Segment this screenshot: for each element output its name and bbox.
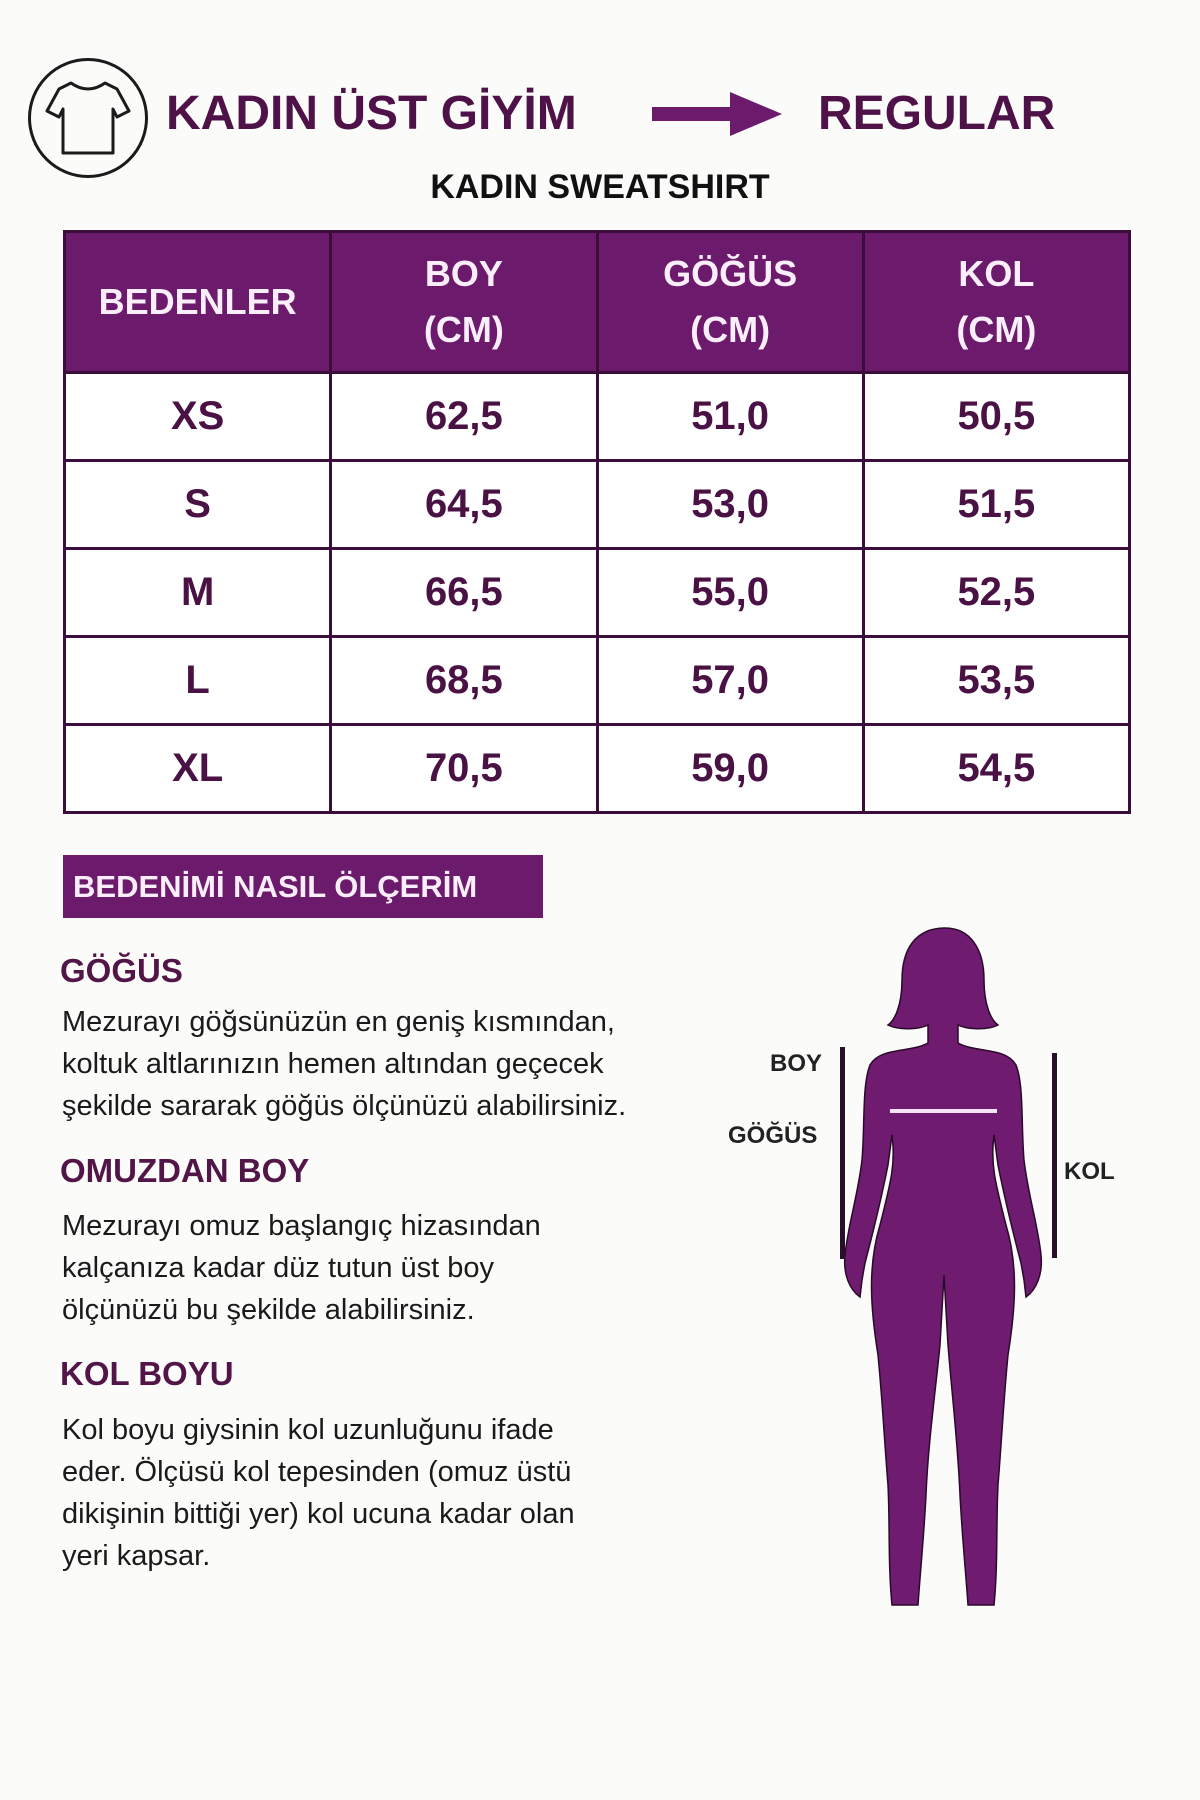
col-header-boy: BOY (CM)	[331, 232, 597, 373]
gogus-cell: 53,0	[597, 461, 863, 549]
boy-measure-bar	[840, 1047, 845, 1259]
table-row	[65, 725, 1130, 813]
product-subtitle: KADIN SWEATSHIRT	[430, 168, 770, 206]
gogus-cell: 51,0	[597, 373, 863, 461]
tshirt-logo-icon	[28, 58, 148, 178]
boy-cell: 66,5	[331, 549, 597, 637]
section-heading-kol: KOL BOYU	[60, 1355, 234, 1392]
table-row	[65, 373, 1130, 461]
kol-cell: 52,5	[863, 549, 1129, 637]
how-to-measure-banner: BEDENİMİ NASIL ÖLÇERİM	[63, 855, 543, 918]
size-cell: XL	[65, 725, 331, 813]
col-header-sizes: BEDENLER	[65, 232, 331, 373]
figure-label-kol: KOL	[1064, 1158, 1115, 1185]
col-header-kol: KOL (CM)	[863, 232, 1129, 373]
fit-label: REGULAR	[818, 87, 1056, 140]
table-row	[65, 549, 1130, 637]
section-text-kol: Kol boyu giysinin kol uzunluğunu ifade eder. Ölçüsü kol tepesinden (omuz üstü dikişinin bittiği yer) kol ucuna kadar olan yeri kapsar.	[62, 1414, 575, 1572]
boy-cell: 68,5	[331, 637, 597, 725]
gogus-cell: 57,0	[597, 637, 863, 725]
body-silhouette-figure	[840, 925, 1060, 1610]
size-cell: XS	[65, 373, 331, 461]
section-heading-gogus: GÖĞÜS	[60, 952, 183, 989]
section-text-boy: Mezurayı omuz başlangıç hizasından kalçanıza kadar düz tutun üst boy ölçünüzü bu şekilde alabilirsiniz.	[62, 1210, 541, 1326]
kol-cell: 54,5	[863, 725, 1129, 813]
table-header-row	[65, 232, 1130, 373]
size-cell: S	[65, 461, 331, 549]
kol-measure-bar	[1052, 1053, 1057, 1258]
figure-label-gogus: GÖĞÜS	[728, 1122, 818, 1149]
kol-cell: 53,5	[863, 637, 1129, 725]
boy-cell: 70,5	[331, 725, 597, 813]
size-table	[63, 230, 1131, 814]
boy-cell: 62,5	[331, 373, 597, 461]
col-header-gogus: GÖĞÜS (CM)	[597, 232, 863, 373]
size-cell: L	[65, 637, 331, 725]
kol-cell: 50,5	[863, 373, 1129, 461]
boy-cell: 64,5	[331, 461, 597, 549]
page-title: KADIN ÜST GİYİM	[166, 87, 577, 140]
table-row	[65, 637, 1130, 725]
gogus-cell: 55,0	[597, 549, 863, 637]
gogus-cell: 59,0	[597, 725, 863, 813]
arrow-right-icon	[652, 92, 782, 136]
section-text-gogus: Mezurayı göğsünüzün en geniş kısmından, koltuk altlarınızın hemen altından geçecek şekilde sararak göğüs ölçünüzü alabilirsiniz.	[62, 1006, 627, 1122]
size-cell: M	[65, 549, 331, 637]
table-row	[65, 461, 1130, 549]
figure-label-boy: BOY	[770, 1050, 823, 1077]
kol-cell: 51,5	[863, 461, 1129, 549]
section-heading-boy: OMUZDAN BOY	[60, 1152, 310, 1189]
